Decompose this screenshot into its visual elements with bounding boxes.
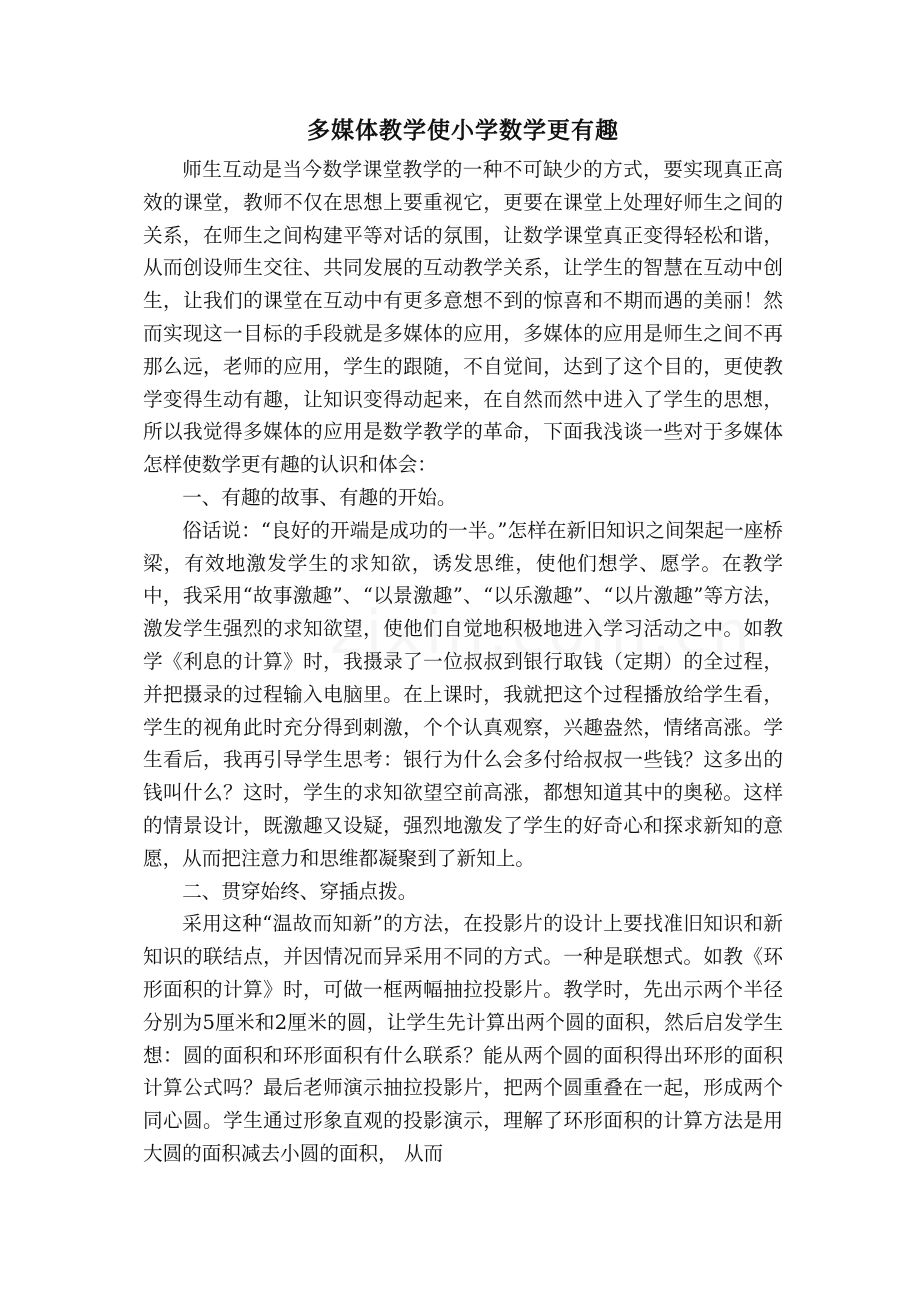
paragraph-intro: 师生互动是当今数学课堂教学的一种不可缺少的方式，要实现真正高效的课堂，教师不仅在思想上要重视它，更要在课堂上处理好师生之间的关系，在师生之间构建平等对话的氛围，让数学课堂真正变得轻松和谐，从而创设师生交往、共同发展的互动教学关系，让学生的智慧在互动中创生，让我们的课堂在互动中有更多意想不到的惊喜和不期而遇的美丽！然而实现这一目标的手段就是多媒体的应用，多媒体的应用是师生之间不再那么远，老师的应用，学生的跟随，不自觉间，达到了这个目的，更使教学变得生动有趣，让知识变得动起来，在自然而然中进入了学生的思想，所以我觉得多媒体的应用是数学教学的革命，下面我浅谈一些对于多媒体怎样使数学更有趣的认识和体会： <box>143 158 783 477</box>
section-heading-2: 二、贯穿始终、穿插点拨。 <box>182 879 418 903</box>
paragraph-section-1: 俗话说：“良好的开端是成功的一半。”怎样在新旧知识之间架起一座桥梁，有效地激发学生的求知欲，诱发思维，使他们想学、愿学。在教学中，我采用“故事激趣”、“以景激趣”、“以乐激趣”、“以片激趣”等方法，激发学生强烈的求知欲望，使他们自觉地积极地进入学习活动之中。如教学《利息的计算》时，我摄录了一位叔叔到银行取钱（定期）的全过程，并把摄录的过程输入电脑里。在上课时，我就把这个过程播放给学生看，学生的视角此时充分得到刺激，个个认真观察，兴趣盎然，情绪高涨。学生看后，我再引导学生思考：银行为什么会多付给叔叔一些钱？这多出的钱叫什么？这时，学生的求知欲望空前高涨，都想知道其中的奥秘。这样的情景设计，既激趣又设疑，强烈地激发了学生的好奇心和探求新知的意愿，从而把注意力和思维都凝聚到了新知上。 <box>143 518 783 870</box>
document-body <box>143 112 783 1171</box>
section-heading-1: 一、有趣的故事、有趣的开始。 <box>182 485 457 509</box>
document-title: 多媒体教学使小学数学更有趣 <box>307 117 619 144</box>
paragraph-section-2: 采用这种“温故而知新”的方法，在投影片的设计上要找准旧知识和新知识的联结点，并因情况而异采用不同的方式。一种是联想式。如教《环形面积的计算》时，可做一框两幅抽拉投影片。教学时，先出示两个半径分别为5厘米和2厘米的圆，让学生先计算出两个圆的面积，然后启发学生想：圆的面积和环形面积有什么联系？能从两个圆的面积得出环形的面积计算公式吗？最后老师演示抽拉投影片，把两个圆重叠在一起，形成两个同心圆。学生通过形象直观的投影演示，理解了环形面积的计算方法是用大圆的面积减去小圆的面积， 从而 <box>143 912 783 1165</box>
